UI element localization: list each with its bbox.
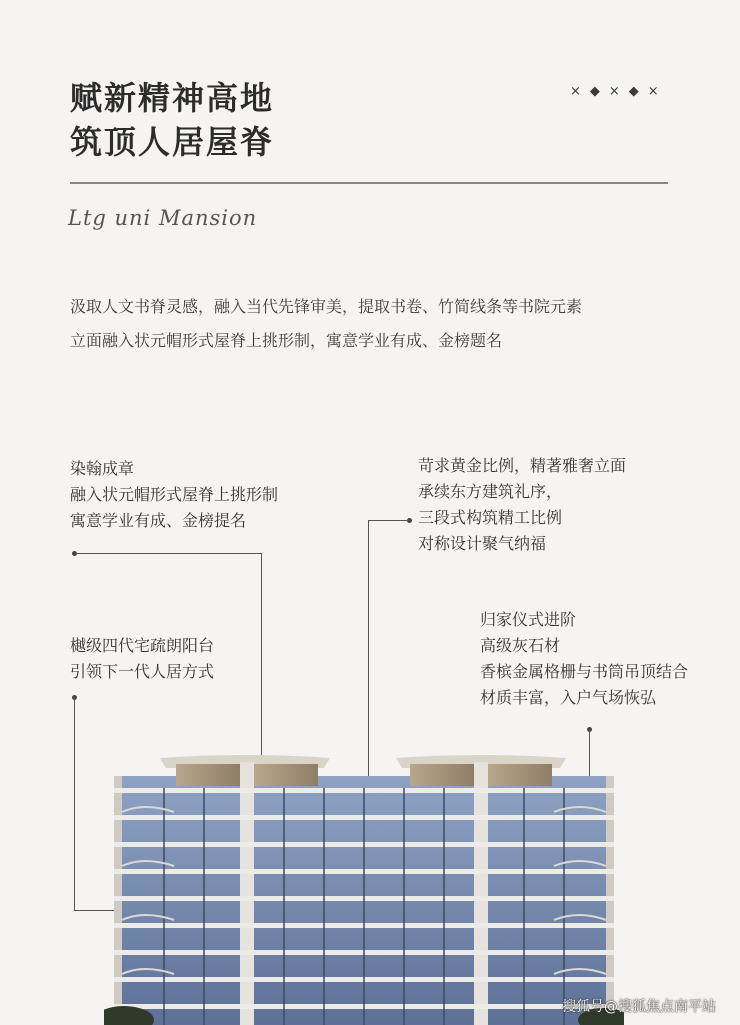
leader-line [74, 697, 75, 910]
leader-line [368, 520, 409, 521]
title-line-2: 筑顶人居屋脊 [70, 123, 275, 161]
callout-line: 三段式构筑精工比例 [418, 508, 563, 527]
callout-line: 融入状元帽形式屋脊上挑形制 [70, 485, 279, 504]
page-title [70, 76, 274, 164]
intro-line-2: 立面融入状元帽形式屋脊上挑形制，寓意学业有成、金榜题名 [70, 331, 503, 350]
divider [70, 182, 668, 184]
callout-line: 归家仪式进阶 [480, 610, 577, 629]
callout-right-top [418, 453, 626, 557]
callout-line: 苛求黄金比例，精著雅奢立面 [418, 456, 627, 475]
callout-line: 材质丰富，入户气场恢弘 [480, 688, 657, 707]
callout-line: 高级灰石材 [480, 636, 561, 655]
leader-line [368, 520, 369, 782]
callout-line: 寓意学业有成、金榜提名 [70, 511, 247, 530]
callout-left-top [70, 456, 278, 534]
callout-line: 染翰成章 [70, 459, 135, 478]
callout-line: 承续东方建筑礼序， [418, 482, 563, 501]
intro-line-1: 汲取人文书脊灵感，融入当代先锋审美，提取书卷、竹简线条等书院元素 [70, 297, 583, 316]
callout-right-mid [480, 607, 688, 711]
building-illustration [104, 752, 624, 1025]
callout-left-mid [70, 633, 214, 685]
script-signature: Ltg uni Mansion [68, 206, 258, 230]
callout-line: 引领下一代人居方式 [70, 662, 215, 681]
callout-line: 香槟金属格栅与书筒吊顶结合 [480, 662, 689, 681]
title-line-1: 赋新精神高地 [70, 79, 275, 117]
intro-text [70, 290, 582, 358]
leader-line [75, 553, 261, 554]
callout-line: 樾级四代宅疏朗阳台 [70, 636, 215, 655]
callout-line: 对称设计聚气纳福 [418, 534, 547, 553]
diamond-ornament-icon: ×◆×◆× [570, 84, 668, 99]
watermark: 搜狐号@搜狐焦点南平站 [562, 999, 716, 1015]
leader-line [261, 553, 262, 761]
